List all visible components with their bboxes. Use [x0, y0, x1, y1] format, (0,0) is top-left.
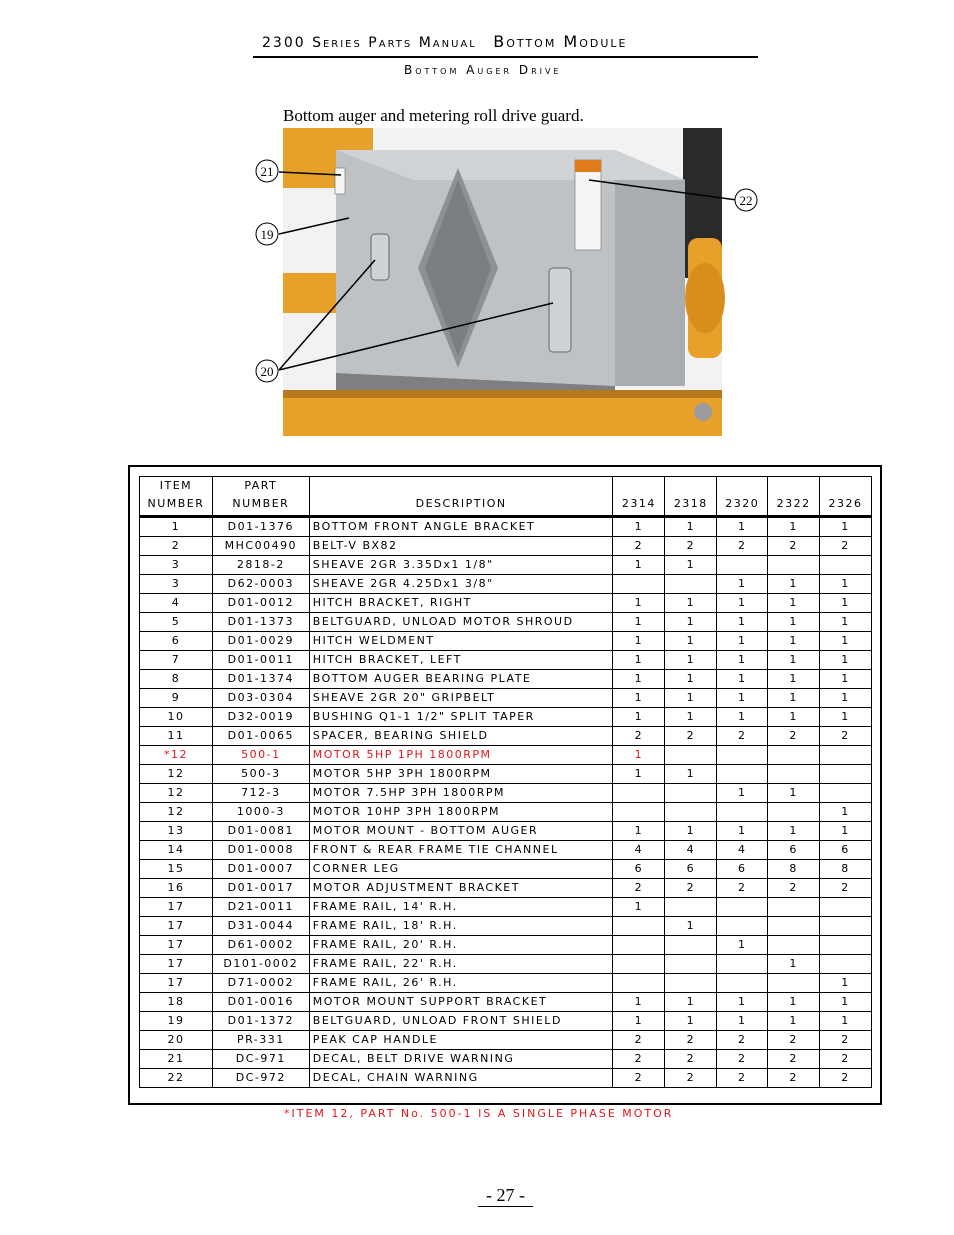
description-cell: MOTOR 10HP 3PH 1800RPM	[309, 803, 613, 822]
quantity-cell: 1	[768, 594, 820, 613]
part-number-cell: D62-0003	[212, 575, 309, 594]
quantity-cell: 2	[768, 1050, 820, 1069]
header-model-2322: 2322	[768, 477, 820, 517]
table-row	[140, 974, 872, 993]
header-item-line1: ITEM	[159, 479, 193, 492]
quantity-cell	[768, 936, 820, 955]
figure-caption: Bottom auger and metering roll drive guard.	[283, 106, 584, 125]
quantity-cell: 1	[768, 613, 820, 632]
description-cell: SHEAVE 2GR 20" GRIPBELT	[309, 689, 613, 708]
quantity-cell: 2	[768, 1031, 820, 1050]
quantity-cell: 1	[820, 517, 872, 537]
quantity-cell: 1	[665, 594, 717, 613]
quantity-cell: 1	[820, 594, 872, 613]
item-number-cell: 4	[140, 594, 213, 613]
description-cell: SHEAVE 2GR 4.25Dx1 3/8"	[309, 575, 613, 594]
quantity-cell: 1	[717, 594, 768, 613]
quantity-cell: 1	[768, 651, 820, 670]
description-cell: MOTOR 5HP 1PH 1800RPM	[309, 746, 613, 765]
table-row	[140, 993, 872, 1012]
quantity-cell	[613, 936, 665, 955]
item-number-cell: 12	[140, 803, 213, 822]
quantity-cell: 2	[665, 1069, 717, 1088]
quantity-cell	[820, 955, 872, 974]
quantity-cell: 1	[613, 708, 665, 727]
quantity-cell	[613, 575, 665, 594]
quantity-cell: 1	[717, 708, 768, 727]
quantity-cell: 2	[665, 1050, 717, 1069]
table-row	[140, 575, 872, 594]
header-part-number	[212, 477, 309, 517]
quantity-cell: 1	[717, 689, 768, 708]
description-cell: BELT-V BX82	[309, 537, 613, 556]
quantity-cell: 1	[768, 1012, 820, 1031]
quantity-cell	[717, 556, 768, 575]
quantity-cell	[820, 784, 872, 803]
item-number-cell: 13	[140, 822, 213, 841]
quantity-cell: 6	[820, 841, 872, 860]
quantity-cell: 1	[665, 517, 717, 537]
series-title: 2300 Series Parts Manual	[262, 35, 477, 51]
table-row	[140, 860, 872, 879]
description-cell: FRAME RAIL, 20' R.H.	[309, 936, 613, 955]
description-cell: DECAL, BELT DRIVE WARNING	[309, 1050, 613, 1069]
item-number-cell: 5	[140, 613, 213, 632]
quantity-cell: 2	[613, 727, 665, 746]
part-number-cell: D21-0011	[212, 898, 309, 917]
item-number-cell: 2	[140, 537, 213, 556]
quantity-cell: 1	[820, 632, 872, 651]
quantity-cell	[768, 746, 820, 765]
description-cell: HITCH BRACKET, RIGHT	[309, 594, 613, 613]
quantity-cell: 1	[820, 974, 872, 993]
table-row	[140, 613, 872, 632]
quantity-cell	[665, 936, 717, 955]
quantity-cell: 1	[613, 594, 665, 613]
quantity-cell: 2	[717, 537, 768, 556]
table-row	[140, 670, 872, 689]
part-number-cell: D01-0017	[212, 879, 309, 898]
item-number-cell: 21	[140, 1050, 213, 1069]
item-number-cell: 8	[140, 670, 213, 689]
part-number-cell: 1000-3	[212, 803, 309, 822]
quantity-cell: 6	[768, 841, 820, 860]
item-number-cell: 3	[140, 575, 213, 594]
quantity-cell: 1	[768, 670, 820, 689]
quantity-cell: 1	[717, 575, 768, 594]
table-row	[140, 1050, 872, 1069]
quantity-cell: 2	[717, 727, 768, 746]
quantity-cell: 1	[717, 1012, 768, 1031]
description-cell: BUSHING Q1-1 1/2" SPLIT TAPER	[309, 708, 613, 727]
quantity-cell: 2	[820, 727, 872, 746]
quantity-cell: 2	[768, 537, 820, 556]
quantity-cell	[820, 556, 872, 575]
quantity-cell: 1	[613, 822, 665, 841]
quantity-cell: 1	[665, 822, 717, 841]
item-number-cell: 7	[140, 651, 213, 670]
quantity-cell: 4	[665, 841, 717, 860]
part-number-cell: D01-0012	[212, 594, 309, 613]
quantity-cell: 1	[820, 575, 872, 594]
quantity-cell: 1	[717, 936, 768, 955]
table-row	[140, 1031, 872, 1050]
table-row	[140, 879, 872, 898]
quantity-cell: 2	[665, 727, 717, 746]
quantity-cell: 1	[820, 1012, 872, 1031]
quantity-cell: 1	[820, 993, 872, 1012]
table-row	[140, 1012, 872, 1031]
table-row	[140, 784, 872, 803]
description-cell: SHEAVE 2GR 3.35Dx1 1/8"	[309, 556, 613, 575]
page-number: - 27 -	[486, 1185, 525, 1205]
quantity-cell: 1	[768, 632, 820, 651]
quantity-cell: 2	[613, 537, 665, 556]
part-number-cell: D01-0008	[212, 841, 309, 860]
quantity-cell	[717, 898, 768, 917]
header-model-2318: 2318	[665, 477, 717, 517]
callout-22-label: 22	[739, 193, 753, 208]
footnote: *ITEM 12, PART No. 500-1 IS A SINGLE PHASE MOTOR	[284, 1107, 674, 1120]
quantity-cell: 1	[665, 689, 717, 708]
item-number-cell: 17	[140, 936, 213, 955]
part-number-cell: D01-1372	[212, 1012, 309, 1031]
quantity-cell: 2	[820, 537, 872, 556]
quantity-cell	[717, 803, 768, 822]
part-number-cell: D01-0065	[212, 727, 309, 746]
quantity-cell: 1	[613, 746, 665, 765]
part-number-cell: DC-971	[212, 1050, 309, 1069]
description-cell: MOTOR 5HP 3PH 1800RPM	[309, 765, 613, 784]
quantity-cell: 1	[665, 993, 717, 1012]
quantity-cell: 2	[717, 879, 768, 898]
quantity-cell: 1	[665, 917, 717, 936]
description-cell: SPACER, BEARING SHIELD	[309, 727, 613, 746]
quantity-cell: 2	[820, 1031, 872, 1050]
description-cell: FRAME RAIL, 22' R.H.	[309, 955, 613, 974]
drive-guard-photo	[253, 128, 753, 436]
quantity-cell: 1	[613, 632, 665, 651]
quantity-cell: 2	[665, 1031, 717, 1050]
quantity-cell	[717, 917, 768, 936]
part-number-cell: D71-0002	[212, 974, 309, 993]
description-cell: BOTTOM AUGER BEARING PLATE	[309, 670, 613, 689]
description-cell: HITCH BRACKET, LEFT	[309, 651, 613, 670]
description-cell: BELTGUARD, UNLOAD MOTOR SHROUD	[309, 613, 613, 632]
quantity-cell	[768, 898, 820, 917]
quantity-cell: 1	[717, 784, 768, 803]
quantity-cell	[613, 803, 665, 822]
quantity-cell	[613, 784, 665, 803]
quantity-cell: 2	[820, 879, 872, 898]
item-number-cell: *12	[140, 746, 213, 765]
description-cell: FRAME RAIL, 18' R.H.	[309, 917, 613, 936]
quantity-cell	[665, 803, 717, 822]
table-row	[140, 803, 872, 822]
quantity-cell: 1	[665, 556, 717, 575]
table-row	[140, 746, 872, 765]
table-header-row	[140, 477, 872, 517]
quantity-cell: 1	[768, 689, 820, 708]
quantity-cell	[613, 955, 665, 974]
quantity-cell: 4	[717, 841, 768, 860]
part-number-cell: MHC00490	[212, 537, 309, 556]
quantity-cell: 1	[665, 670, 717, 689]
description-cell: PEAK CAP HANDLE	[309, 1031, 613, 1050]
page-number-rule	[478, 1206, 533, 1207]
quantity-cell: 1	[717, 632, 768, 651]
part-number-cell: D01-0011	[212, 651, 309, 670]
quantity-cell: 1	[820, 689, 872, 708]
quantity-cell: 1	[768, 517, 820, 537]
quantity-cell: 1	[665, 613, 717, 632]
quantity-cell: 2	[717, 1069, 768, 1088]
quantity-cell: 1	[768, 784, 820, 803]
quantity-cell: 1	[820, 803, 872, 822]
quantity-cell: 2	[665, 879, 717, 898]
part-number-cell: DC-972	[212, 1069, 309, 1088]
quantity-cell: 1	[820, 708, 872, 727]
quantity-cell: 1	[613, 670, 665, 689]
table-row	[140, 898, 872, 917]
table-row	[140, 1069, 872, 1088]
quantity-cell: 4	[613, 841, 665, 860]
quantity-cell	[768, 556, 820, 575]
quantity-cell	[820, 936, 872, 955]
quantity-cell: 1	[665, 765, 717, 784]
quantity-cell: 1	[613, 651, 665, 670]
quantity-cell: 1	[613, 765, 665, 784]
table-row	[140, 822, 872, 841]
part-number-cell: D31-0044	[212, 917, 309, 936]
table-row	[140, 517, 872, 537]
quantity-cell: 1	[717, 613, 768, 632]
quantity-cell: 1	[665, 708, 717, 727]
callout-21-label: 21	[260, 164, 274, 179]
table-row	[140, 765, 872, 784]
quantity-cell: 2	[613, 1031, 665, 1050]
header-model-2314: 2314	[613, 477, 665, 517]
table-row	[140, 917, 872, 936]
table-row	[140, 841, 872, 860]
header-description: DESCRIPTION	[309, 477, 613, 517]
header-model-2320: 2320	[717, 477, 768, 517]
quantity-cell: 6	[613, 860, 665, 879]
description-cell: HITCH WELDMENT	[309, 632, 613, 651]
header-item-line2: NUMBER	[147, 497, 205, 510]
description-cell: FRAME RAIL, 14' R.H.	[309, 898, 613, 917]
item-number-cell: 20	[140, 1031, 213, 1050]
item-number-cell: 17	[140, 917, 213, 936]
quantity-cell: 2	[717, 1050, 768, 1069]
table-row	[140, 651, 872, 670]
description-cell: MOTOR MOUNT - BOTTOM AUGER	[309, 822, 613, 841]
table-row	[140, 936, 872, 955]
part-number-cell: 500-1	[212, 746, 309, 765]
table-row	[140, 708, 872, 727]
header-model-2326: 2326	[820, 477, 872, 517]
quantity-cell: 1	[613, 613, 665, 632]
quantity-cell	[717, 765, 768, 784]
item-number-cell: 19	[140, 1012, 213, 1031]
table-row	[140, 537, 872, 556]
quantity-cell	[613, 974, 665, 993]
item-number-cell: 12	[140, 765, 213, 784]
quantity-cell: 1	[768, 993, 820, 1012]
item-number-cell: 14	[140, 841, 213, 860]
quantity-cell: 1	[768, 708, 820, 727]
description-cell: FRONT & REAR FRAME TIE CHANNEL	[309, 841, 613, 860]
quantity-cell: 1	[665, 651, 717, 670]
table-row	[140, 955, 872, 974]
quantity-cell	[768, 765, 820, 784]
description-cell: CORNER LEG	[309, 860, 613, 879]
part-number-cell: D01-0007	[212, 860, 309, 879]
item-number-cell: 17	[140, 898, 213, 917]
quantity-cell: 2	[820, 1050, 872, 1069]
quantity-cell: 2	[768, 1069, 820, 1088]
quantity-cell	[717, 955, 768, 974]
section-title: Bottom Auger Drive	[404, 63, 562, 77]
quantity-cell: 1	[820, 613, 872, 632]
quantity-cell: 2	[665, 537, 717, 556]
table-row	[140, 689, 872, 708]
item-number-cell: 6	[140, 632, 213, 651]
description-cell: MOTOR 7.5HP 3PH 1800RPM	[309, 784, 613, 803]
part-number-cell: PR-331	[212, 1031, 309, 1050]
manual-header	[262, 32, 627, 51]
callout-19-label: 19	[260, 227, 274, 242]
item-number-cell: 17	[140, 955, 213, 974]
item-number-cell: 15	[140, 860, 213, 879]
parts-table-body	[140, 517, 872, 1088]
item-number-cell: 16	[140, 879, 213, 898]
quantity-cell	[665, 974, 717, 993]
item-number-cell: 18	[140, 993, 213, 1012]
part-number-cell: D101-0002	[212, 955, 309, 974]
part-number-cell: D01-0081	[212, 822, 309, 841]
part-number-cell: D61-0002	[212, 936, 309, 955]
part-number-cell: D01-1374	[212, 670, 309, 689]
quantity-cell	[768, 917, 820, 936]
quantity-cell: 1	[613, 993, 665, 1012]
quantity-cell: 1	[820, 822, 872, 841]
part-number-cell: D03-0304	[212, 689, 309, 708]
quantity-cell: 1	[613, 689, 665, 708]
quantity-cell	[613, 917, 665, 936]
part-number-cell: D01-1376	[212, 517, 309, 537]
quantity-cell	[665, 955, 717, 974]
quantity-cell: 8	[820, 860, 872, 879]
quantity-cell: 1	[717, 651, 768, 670]
quantity-cell: 1	[717, 670, 768, 689]
quantity-cell: 1	[665, 1012, 717, 1031]
part-number-cell: D32-0019	[212, 708, 309, 727]
description-cell: BELTGUARD, UNLOAD FRONT SHIELD	[309, 1012, 613, 1031]
item-number-cell: 17	[140, 974, 213, 993]
quantity-cell: 1	[613, 1012, 665, 1031]
quantity-cell: 1	[717, 993, 768, 1012]
quantity-cell: 2	[820, 1069, 872, 1088]
quantity-cell: 1	[717, 517, 768, 537]
quantity-cell	[820, 765, 872, 784]
module-title: Bottom Module	[493, 32, 628, 51]
table-row	[140, 727, 872, 746]
description-cell: FRAME RAIL, 26' R.H.	[309, 974, 613, 993]
item-number-cell: 12	[140, 784, 213, 803]
item-number-cell: 3	[140, 556, 213, 575]
quantity-cell	[717, 974, 768, 993]
quantity-cell: 2	[613, 1050, 665, 1069]
quantity-cell	[665, 784, 717, 803]
quantity-cell: 1	[820, 670, 872, 689]
quantity-cell: 1	[613, 517, 665, 537]
table-row	[140, 594, 872, 613]
header-item-number	[140, 477, 213, 517]
quantity-cell	[820, 917, 872, 936]
quantity-cell: 2	[717, 1031, 768, 1050]
description-cell: BOTTOM FRONT ANGLE BRACKET	[309, 517, 613, 537]
callout-20-label: 20	[260, 364, 274, 379]
quantity-cell: 1	[613, 898, 665, 917]
header-rule	[253, 56, 758, 58]
quantity-cell: 1	[768, 822, 820, 841]
quantity-cell: 2	[613, 1069, 665, 1088]
description-cell: DECAL, CHAIN WARNING	[309, 1069, 613, 1088]
quantity-cell	[665, 575, 717, 594]
header-part-line2: NUMBER	[232, 497, 290, 510]
quantity-cell: 2	[768, 727, 820, 746]
quantity-cell	[820, 898, 872, 917]
quantity-cell: 1	[613, 556, 665, 575]
quantity-cell: 2	[768, 879, 820, 898]
parts-table	[139, 476, 872, 1088]
table-row	[140, 556, 872, 575]
part-number-cell: 2818-2	[212, 556, 309, 575]
quantity-cell: 2	[613, 879, 665, 898]
quantity-cell: 1	[820, 651, 872, 670]
table-row	[140, 632, 872, 651]
quantity-cell	[665, 898, 717, 917]
quantity-cell: 1	[717, 822, 768, 841]
quantity-cell	[820, 746, 872, 765]
quantity-cell	[768, 974, 820, 993]
description-cell: MOTOR MOUNT SUPPORT BRACKET	[309, 993, 613, 1012]
quantity-cell: 1	[768, 575, 820, 594]
description-cell: MOTOR ADJUSTMENT BRACKET	[309, 879, 613, 898]
quantity-cell: 1	[768, 955, 820, 974]
quantity-cell	[717, 746, 768, 765]
header-part-line1: PART	[244, 479, 278, 492]
part-number-cell: 500-3	[212, 765, 309, 784]
quantity-cell: 8	[768, 860, 820, 879]
part-number-cell: 712-3	[212, 784, 309, 803]
quantity-cell: 6	[665, 860, 717, 879]
item-number-cell: 10	[140, 708, 213, 727]
quantity-cell: 6	[717, 860, 768, 879]
item-number-cell: 9	[140, 689, 213, 708]
part-number-cell: D01-1373	[212, 613, 309, 632]
part-number-cell: D01-0016	[212, 993, 309, 1012]
item-number-cell: 22	[140, 1069, 213, 1088]
quantity-cell	[665, 746, 717, 765]
item-number-cell: 1	[140, 517, 213, 537]
quantity-cell: 1	[665, 632, 717, 651]
quantity-cell	[768, 803, 820, 822]
part-number-cell: D01-0029	[212, 632, 309, 651]
item-number-cell: 11	[140, 727, 213, 746]
